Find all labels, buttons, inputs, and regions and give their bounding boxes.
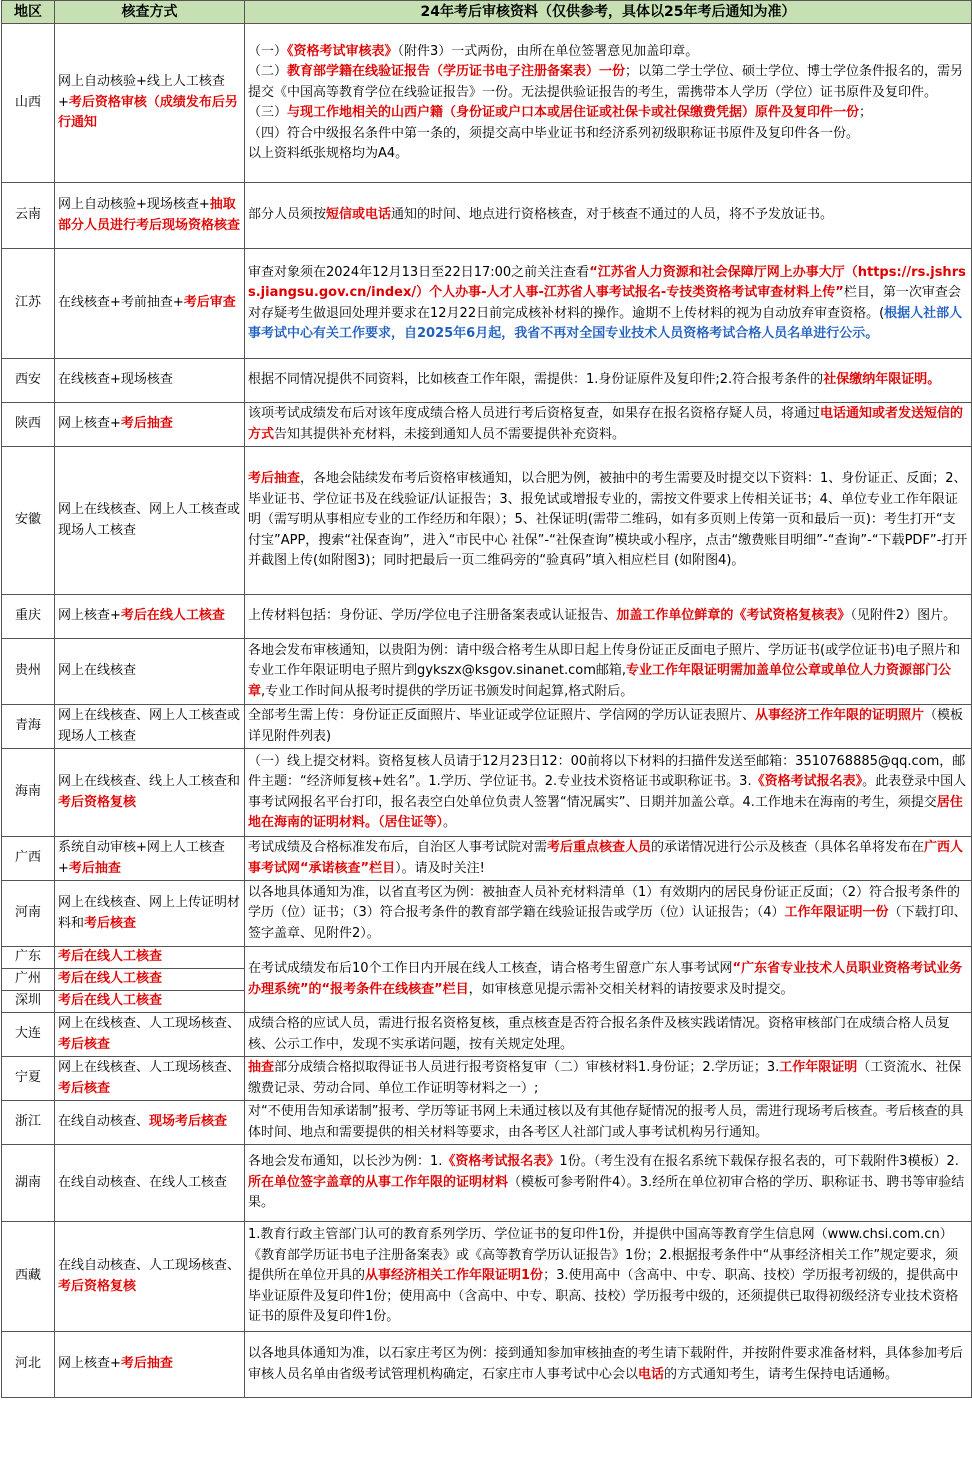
material-cell [245,947,972,1013]
table-row-dalian [2,1013,972,1057]
text-run: 网上在线核查 [58,663,137,679]
text-run: 考试成绩及合格标准发布后，自治区人事考试院对需 [248,840,548,855]
text-run: 在线自动核查、 [58,1114,150,1130]
text-run: 短信或电话 [326,207,392,223]
text-run: 的承诺情况进行公示及核查（具体名单将发布在 [651,840,925,855]
text-run: 考后在线人工核查 [58,949,163,965]
table-row-shaanxi [2,403,972,447]
region-cell: 河南 [2,881,55,947]
text-run: 考后资格复核 [58,1278,137,1294]
text-run: 考后资格复核 [58,794,137,810]
text-run: 网上自动核验+线上人工核查+ [58,74,225,110]
text-run: 的方式通知考生，请考生保持电话通畅。 [664,1366,899,1382]
text-run: 该项考试成绩发布后对该年度成绩合格人员进行考后资格复查，如果存在报名资格存疑人员，将通过 [248,406,821,421]
text-run: 网上自动核验+现场核查+ [58,197,210,212]
text-run: （一）线上提交材料。资格复核人员请于12月23日12：00前将以下材料的扫描件发送至邮箱：3510768885@qq.com，邮件主题：“经济师复核+姓名”。1.学历、学位证书。2.专业技术资格证书或职称证书。3. [248,753,966,789]
material-cell [245,705,972,749]
text-run: 电话通知或者发送短信的方式 [248,406,964,442]
text-run: 考后抽查 [120,416,173,432]
text-run: 部分成绩合格拟取得证书人员进行报考资格复审（二）审核材料1.身份证；2.学历证；3. [274,1060,780,1075]
region-cell: 青海 [2,705,55,749]
table-row-zhejiang [2,1101,972,1145]
region-cell: 安徽 [2,447,55,595]
text-run: 审查对象须在2024年12月13日至22日17:00之前关注查看 [248,264,590,280]
text-run: 网上在线核查、网上人工核查或现场人工核查 [58,502,241,538]
text-run: 网上在线核查、人工现场核查、 [58,1016,241,1031]
text-run: 与现工作地相关的山西户籍（身份证或户口本或居住证或社保卡或社保缴费凭据）原件及复印件一份 [287,105,860,120]
text-run: 考后抽查 [248,471,301,487]
region-cell: 深圳 [2,991,55,1013]
text-run: 成绩合格的应试人员，需进行报名资格复核，重点核查是否符合报名条件及核实践诺情况。资格审核部门在成绩合格人员复核、公示工作中，发现不实承诺问题，按有关规定处理。 [248,1016,951,1052]
region-cell: 大连 [2,1013,55,1057]
material-cell [245,249,972,359]
text-run: ；以第二学士学位、硕士学位、博士学位条件报名的，需另提交《中国高等教育学位在线验证报告》一份。无法提供验证报告的考生，需携带本人学历（学位）证书原件及复印件。 （三） [248,64,964,120]
header-method: 核查方式 [55,1,245,24]
method-cell [55,249,245,359]
text-run: 。此表登录中国人事考试网报名平台打印，报名表空白处单位负责人签署“情况属实”、日期并加盖公章。4.工作地未在海南的考生，须提交 [248,774,967,810]
text-run: 上传材料包括：身份证、学历/学位电子注册备案表或认证报告、 [248,608,617,624]
text-run: 广西人事考试网“承诺核查”栏目 [248,840,964,876]
method-cell [55,1101,245,1145]
material-cell [245,359,972,403]
method-cell [55,705,245,749]
material-cell [245,1057,972,1101]
material-cell [245,837,972,881]
region-cell: 贵州 [2,639,55,705]
method-cell [55,969,245,991]
text-run: 在考试成绩发布后10个工作日内开展在线人工核查，请合格考生留意广东人事考试网 [248,961,733,976]
text-run: 考后在线人工核查 [120,608,225,624]
table-row-shanxi [2,24,972,183]
text-run: 考后核查 [58,1036,111,1052]
text-run: ； （四）符合中级报名条件中第一条的，须提交高中毕业证书和经济系列初级职称证书原件及复印件各一份。 以上资料纸张规格均为A4。 [248,105,873,161]
text-run: 考后在线人工核查 [58,971,163,987]
text-run: ）。请及时关注! [395,860,485,876]
method-cell [55,1057,245,1101]
method-cell [55,24,245,183]
text-run: 在线核查+现场核查 [58,372,173,388]
material-cell [245,881,972,947]
text-run: 考后资格审核（成绩发布后另行通知 [58,94,238,131]
material-cell [245,749,972,837]
text-run: 网上核查+ [58,1356,121,1372]
region-cell: 海南 [2,749,55,837]
text-run: 加盖工作单位鲜章的《考试资格复核表》 [616,608,851,624]
region-cell: 山西 [2,24,55,183]
text-run: 网上在线核查、网上人工核查或现场人工核查 [58,708,241,744]
text-run: 在线自动核查、人工现场核查、 [58,1258,241,1273]
text-run: 工作年限证明 [779,1060,858,1075]
text-run: 专业工作年限证明需加盖单位公章或单位人力资源部门公章 [248,663,952,699]
text-run: 网上核查+ [58,608,121,624]
text-run: 居住地在海南的证明材料。（居住证等） [248,794,963,830]
text-run: ,专业工作时间从报考时提供的学历证书颁发时间起算,格式附后。 [261,683,634,699]
text-run: 网上在线核查、线上人工核查和 [58,774,241,789]
material-cell [245,183,972,249]
text-run: 考后重点核查人员 [547,840,652,855]
text-run: 考后核查 [58,1080,111,1096]
text-run: 工作年限证明一份 [784,905,889,921]
table-row-yunnan [2,183,972,249]
region-cell: 浙江 [2,1101,55,1145]
material-cell [245,1332,972,1398]
text-run: 1份。（考生没有在报名系统下载保存报名表的，可下载附件3模板）2. [559,1154,959,1170]
method-cell [55,183,245,249]
table-row-xizang [2,1222,972,1332]
text-run: 以各地具体通知为准，以省直考区为例：被抽查人员补充材料清单（1）有效期内的居民身份证正反面；（2）符合报考条件的学历（位）证书；（3）符合报考条件的教育部学籍在线验证报告或学历（位）认证报告；（4） [248,884,961,921]
text-run: “广东省专业技术人员职业资格考试业务办理系统”的“报考条件在线核查”栏目 [248,961,963,997]
method-cell [55,1013,245,1057]
text-run: ，各地会陆续发布考后资格审核通知，以合肥为例，被抽中的考生需要及时提交以下资料：1、身份证正、反面；2、毕业证书、学位证书及在线验证/认证报告；3、报免试或增报专业的，需按文件要求上传相关证书；4、单位专业工作年限证明（需写明从事相应专业的工作经历和年限）；5、社保证明(需带二维码，如有多页则上传第一页和最后一页)：考生打开“支付宝”APP，搜索“社保查询”，进入“市民中心 社保”-“社保查询”模块或小程序，点击“缴费账目明细”-“查询”-“下载PDF”-打开并截图上传(如附图3)；同时把最后一页二维码旁的“验真码”填入相应栏目 (如附图4)。 [248,471,968,569]
method-cell [55,1222,245,1332]
text-run: （工资流水、社保缴费记录、劳动合同、单位工作证明等材料之一）; [248,1060,962,1096]
text-run: 部分人员须按 [248,207,327,223]
text-run: 现场考后核查 [149,1114,228,1130]
header-region: 地区 [2,1,55,24]
material-cell [245,639,972,705]
text-run: 从事经济工作年限的证明照片 [755,708,925,723]
header-row [2,1,972,24]
text-run: （模板可参考附件4）。3.经所在单位初审合格的学历、职称证书、聘书等审验结果。 [248,1174,965,1211]
text-run: 教育部学籍在线验证报告（学历证书电子注册备案表）一份 [287,64,626,79]
text-run: 《资格考试审核表》 [287,43,398,59]
text-run: 。 [443,815,457,830]
text-run: 从事经济相关工作年限证明1份 [365,1268,544,1284]
method-cell [55,1332,245,1398]
region-cell: 江苏 [2,249,55,359]
region-cell: 重庆 [2,595,55,639]
table-row-ningxia [2,1057,972,1101]
region-cell: 广西 [2,837,55,881]
exam-review-table [1,0,972,1398]
text-run: 告知其提供补充材料，未接到通知人员不需要提供补充资料。 [274,426,626,442]
method-cell [55,639,245,705]
region-cell: 云南 [2,183,55,249]
text-run: 所在单位签字盖章的从事工作年限的证明材料 [248,1174,509,1190]
text-run: 考后审查 [183,295,236,311]
table-row-anhui [2,447,972,595]
table-row-guangxi [2,837,972,881]
method-cell [55,403,245,447]
header-material: 24年考后审核资料（仅供参考，具体以25年考后通知为准） [245,1,972,24]
text-run: 根据人社部人事考试中心有关工作要求，自2025年6月起，我省不再对全国专业技术人员资格考试合格人员名单进行公示。 [248,305,963,341]
table-row-chongqing [2,595,972,639]
region-cell: 西安 [2,359,55,403]
text-run: 网上在线核查、网上上传证明材料和 [58,895,241,931]
material-cell [245,595,972,639]
table-row-hainan [2,749,972,837]
text-run: 电话 [638,1366,665,1382]
text-run: 抽取部分人员进行考后现场资格核查 [58,197,241,233]
text-run: （一） [248,43,288,59]
method-cell [55,447,245,595]
text-run: 网上核查+ [58,416,121,432]
text-run: 栏目，第一次审查会对存疑考生做退回处理并要求在12月22日前完成核补材料的操作。逾期不上传材料的视为自动放弃审查资格。( [248,285,961,321]
text-run: （见附件2）图片。 [850,608,957,624]
text-run: ，如审核意见提示需补交相关材料的请按要求及时提交。 [468,981,794,997]
text-run: 各地会发布审核通知，以贵阳为例：请中级合格考生从即日起上传身份证正反面电子照片、学历证书(或学位证书)电子照片和专业工作年限证明电子照片到gykszx@ksgov.sinanet.com邮箱, [248,642,961,679]
text-run: “江苏省人力资源和社会保障厅网上办事大厅（https://rs.jshrss.jiangsu.gov.cn/index/）个人办事-人才人事-江苏省人事考试报名-专技类资格考试审查材料上传” [248,264,966,300]
material-cell [245,1145,972,1222]
text-run: 系统自动审核+网上人工核查+ [58,840,225,876]
table-row-henan [2,881,972,947]
method-cell [55,881,245,947]
region-cell: 广州 [2,969,55,991]
region-cell: 陕西 [2,403,55,447]
text-run: 网上在线核查、人工现场核查、 [58,1060,241,1075]
text-run: 《资格考试报名表》 [751,774,863,789]
text-run: 考后在线人工核查 [58,993,163,1009]
method-cell [55,1145,245,1222]
text-run: ；3.使用高中（含高中、中专、职高、技校）学历报考初级的，提供高中毕业证原件及复印件1份；使用高中（含高中、中专、职高、技校）学历报考中级的，还须提供已取得初级经济专业技术资格证书的原件及复印件1份。 [248,1268,959,1325]
region-cell: 湖南 [2,1145,55,1222]
text-run: 考后抽查 [120,1356,173,1372]
text-run: 对“不使用告知承诺制”报考、学历等证书网上未通过核以及有其他存疑情况的报考人员，需进行现场考后核查。考后核查的具体时间、地点和需要提供的相关材料等要求，由各考区人社部门或人事考试机构另行通知。 [248,1104,964,1140]
material-cell [245,24,972,183]
material-cell [245,1222,972,1332]
method-cell [55,359,245,403]
method-cell [55,749,245,837]
text-run: 考后核查 [84,915,137,931]
text-run: 以各地具体通知为准，以石家庄考区为例：接到通知参加审核抽查的考生请下载附件，并按附件要求准备材料，具体参加考后审核人员名单由省级考试管理机构确定，石家庄市人事考试中心会以 [248,1346,964,1382]
text-run: （下载打印、签字盖章、见附件2）。 [248,905,967,941]
table-row-guizhou [2,639,972,705]
region-cell: 广东 [2,947,55,969]
material-cell [245,447,972,595]
text-run: 1.教育行政主管部门认可的教育系列学历、学位证书的复印件1份，并提供中国高等教育学生信息网（www.chsi.com.cn）《教育部学历证书电子注册备案表》或《高等教育学历认证报告》1份；2.根据报考条件中“从事经济相关工作”规定要求，须提供所在单位开具的 [248,1227,959,1284]
method-cell [55,595,245,639]
material-cell [245,1013,972,1057]
text-run: 社保缴纳年限证明。 [823,372,941,388]
material-cell [245,403,972,447]
text-run: 通知的时间、地点进行资格核查，对于核查不通过的人员，将不予发放证书。 [391,207,834,223]
text-run: （附件3）一式两份，由所在单位签署意见加盖印章。 （二） [248,43,699,79]
text-run: （模板详见附件列表) [248,708,964,744]
method-cell [55,947,245,969]
region-cell: 西藏 [2,1222,55,1332]
material-cell [245,1101,972,1145]
text-run: 在线自动核查、在线人工核查 [58,1174,228,1190]
region-cell: 河北 [2,1332,55,1398]
text-run: 《资格考试报名表》 [442,1154,560,1170]
table-body [2,24,972,1398]
text-run: 根据不同情况提供不同资料，比如核查工作年限，需提供：1.身份证原件及复印件;2.符合报考条件的 [248,372,824,388]
table-row-hebei [2,1332,972,1398]
table-row-jiangsu [2,249,972,359]
text-run: 抽查 [248,1060,275,1075]
method-cell [55,837,245,881]
method-cell [55,991,245,1013]
text-run: 考后抽查 [68,860,121,876]
text-run: 各地会发布通知，以长沙为例：1. [248,1154,443,1170]
table-row-xian [2,359,972,403]
region-cell: 宁夏 [2,1057,55,1101]
table-row-hunan [2,1145,972,1222]
text-run: 在线核查+考前抽查+ [58,295,184,311]
text-run: 全部考生需上传：身份证正反面照片、毕业证或学位证照片、学信网的学历认证表照片、 [248,708,756,723]
table-row-guangdong [2,947,972,969]
table-row-qinghai [2,705,972,749]
